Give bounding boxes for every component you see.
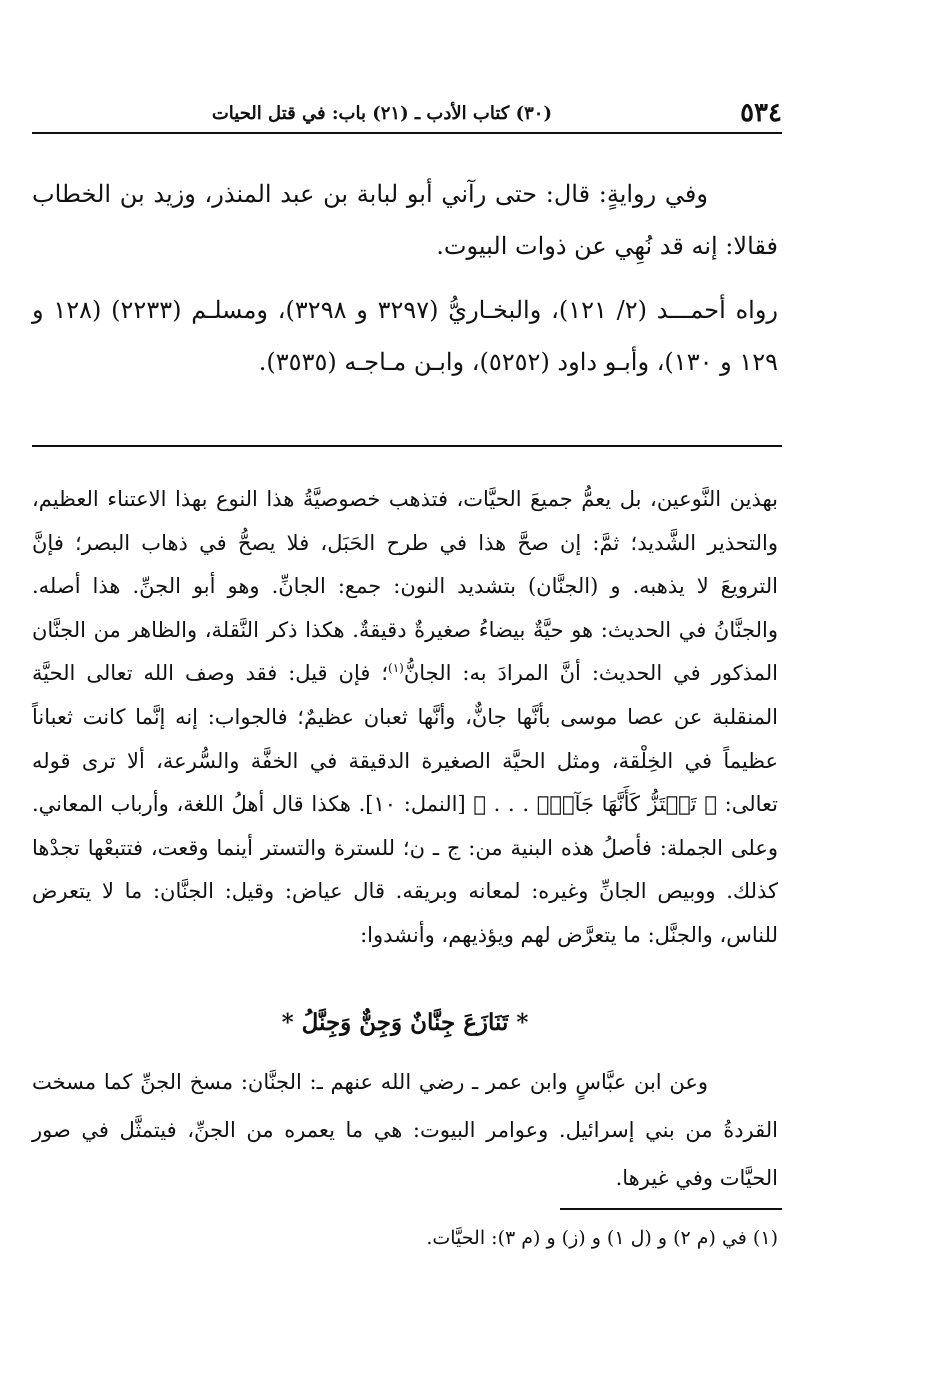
page-number: ٥٣٤ (740, 98, 782, 128)
hadith-block (32, 168, 778, 388)
running-header (32, 96, 782, 136)
footnote-marker: (١) (388, 661, 404, 676)
header-rule (32, 132, 782, 134)
chapter-title: (٣٠) كتاب الأدب ـ (٢١) باب: في قتل الحيات (211, 103, 552, 124)
footnote-rule (560, 1208, 782, 1210)
commentary-text-part2: ؛ فإن قيل: فقد وصف الله تعالى الحيَّة المنقلبة عن عصا موسى بأنَّها جانٌّ، وأنَّها ثعبان عظيمٌ؛ فالجواب: إنه إنَّما كانت ثعباناً عظيماً في الخِلْقة، ومثل الحيَّة الصغيرة الدقيقة في الخفَّة والسُّرعة، ألا ترى قوله تعالى: ﴿ تَهۡتَزُّ كَأَنَّهَا جَآنّٞ . . . ﴾ [النمل: ١٠]. هكذا قال أهلُ اللغة، وأرباب المعاني. وعلى الجملة: فأصلُ هذه البنية من: ج ـ ن؛ للسترة والتستر أينما وقعت، فتتبعْها تجدْها كذلك. ووبيص الجانِّ وغيره: لمعانه وبريقه. قال عياض: وقيل: الجنَّان: ما لا يتعرض للناس، والجنَّل: ما يتعرَّض لهم ويؤذيهم، وأنشدوا: (32, 661, 778, 947)
commentary-paragraph (32, 478, 778, 958)
section-divider (32, 445, 782, 447)
footnote: (١) في (م ٢) و (ل ١) و (ز) و (م ٣): الحيَّات. (426, 1227, 778, 1249)
commentary-text-part1: بهذين النَّوعين، بل يعمُّ جميعَ الحيَّات، فتذهب خصوصيَّةُ هذا النوع بهذا الاعتناء العظيم، والتحذير الشَّديد؛ ثمَّ: إن صحَّ هذا في طرح الحَبَل، فلا يصحُّ في ذهاب البصر؛ فإنَّ الترويعَ لا يذهبه. و (الجنَّان) بتشديد النون: جمع: الجانِّ. وهو أبو الجنِّ. هذا أصله. والجنَّانُ في الحديث: هو حيَّةٌ بيضاءُ صغيرةٌ دقيقةٌ. هكذا ذكر النَّقلة، والظاهر من الجنَّان المذكور في الحديث: أنَّ المرادَ به: الجانُّ (32, 487, 778, 686)
commentary-block (32, 478, 778, 958)
commentary-block-2 (32, 1058, 778, 1202)
commentary-paragraph-2: وعن ابن عبَّاسٍ وابن عمر ـ رضي الله عنهم ـ: الجنَّان: مسخ الجنِّ كما مسخت القردةُ من بني إسرائيل. وعوامر البيوت: هي ما يعمره من الجنِّ، فيتمثَّل في صور الحيَّات وفي غيرها. (32, 1070, 778, 1190)
hadith-takhrij: رواه أحمـــد (٢/ ١٢١)، والبخـاريُّ (٣٢٩٧ و ٣٢٩٨)، ومسلـم (٢٢٣٣) (١٢٨ و ١٢٩ و ١٣٠)، وأبـو داود (٥٢٥٢)، وابـن مـاجـه (٣٥٣٥). (32, 296, 778, 376)
poetry-verse: * تَنَازَعَ جِنَّانٌ وَجِنٌّ وَجِنَّلُ * (281, 1009, 529, 1036)
hadith-narration: وفي روايةٍ: قال: حتى رآني أبو لبابة بن عبد المنذر، وزيد بن الخطاب فقالا: إنه قد نُهِي عن ذوات البيوت. (32, 180, 778, 260)
